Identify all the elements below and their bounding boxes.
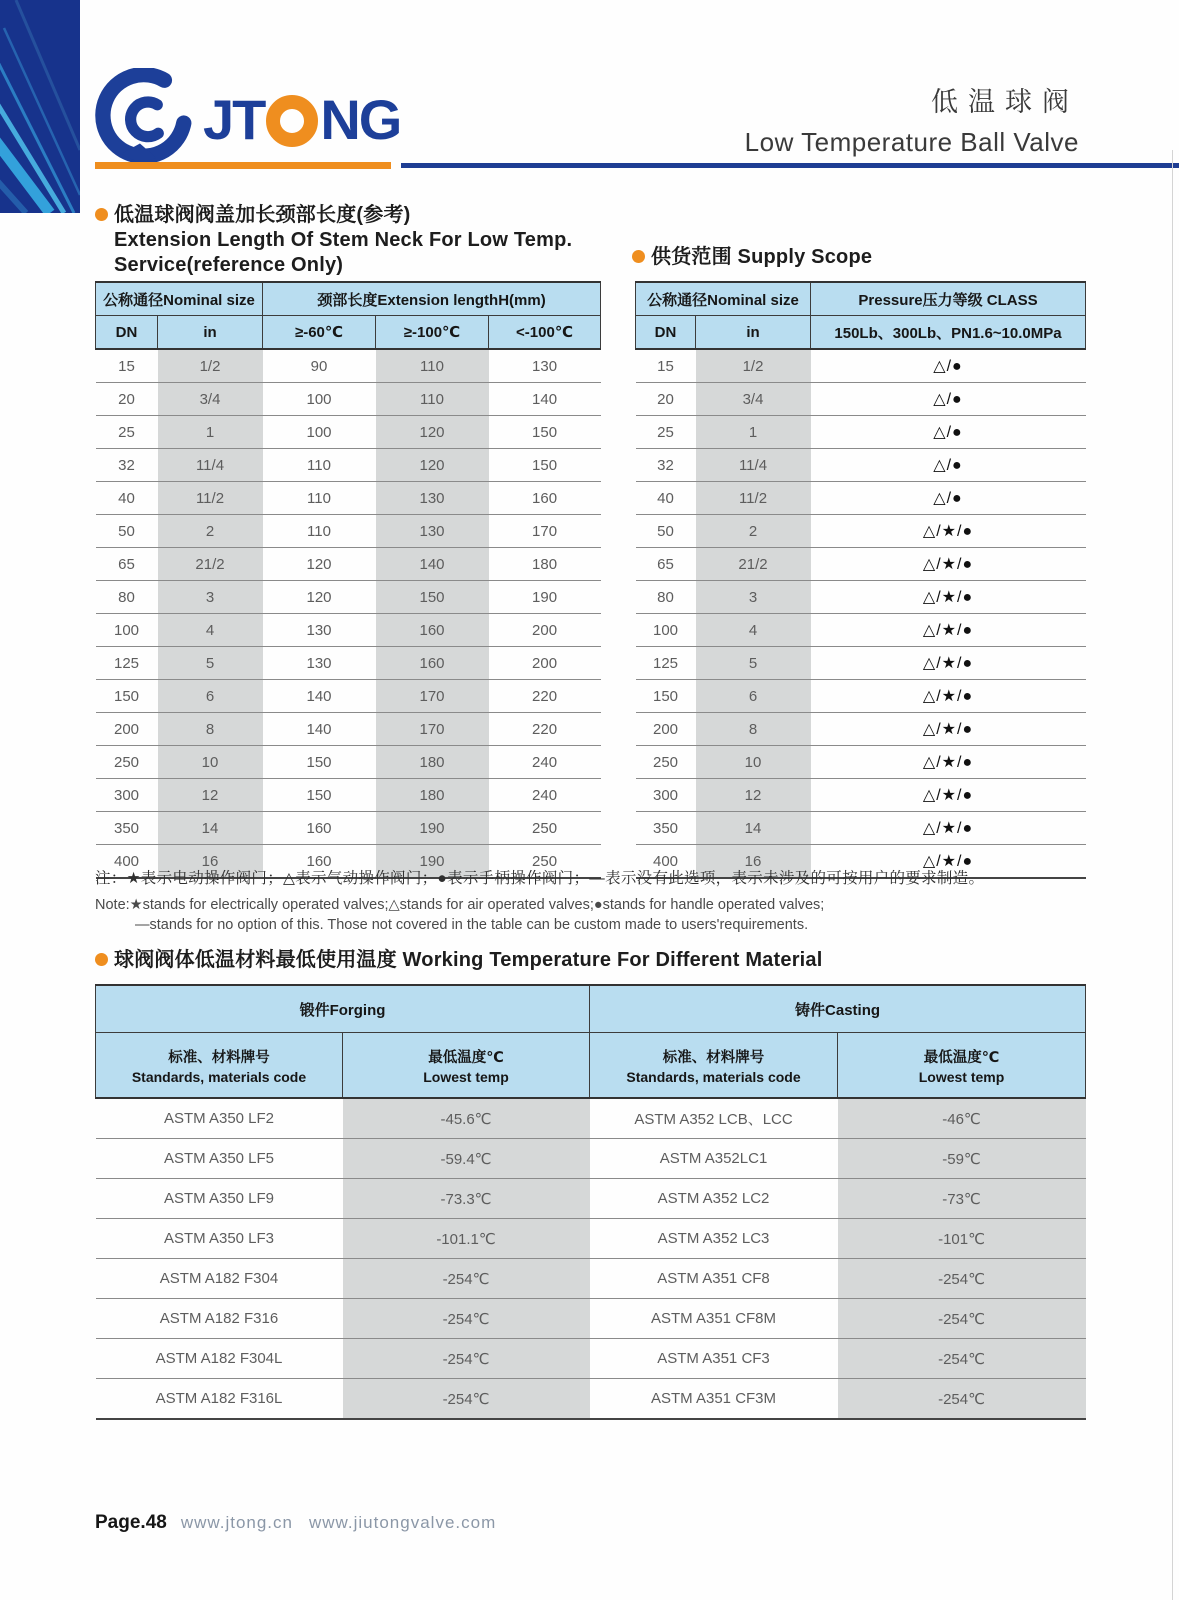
table-cell: 140 [376, 548, 489, 581]
table-cell: 10 [158, 746, 263, 779]
table-row [636, 614, 1086, 647]
table-cell: -254℃ [838, 1259, 1086, 1299]
table-cell: 170 [376, 680, 489, 713]
section-extension-length-title [95, 203, 655, 278]
table-cell: 130 [376, 482, 489, 515]
table-cell: 21/2 [158, 548, 263, 581]
table-cell: 400 [96, 845, 158, 879]
subheader-en: Lowest temp [423, 1068, 509, 1085]
table-cell: 120 [376, 416, 489, 449]
table-cell: 140 [263, 680, 376, 713]
table-cell: 120 [263, 548, 376, 581]
table-cell: △/● [811, 383, 1086, 416]
table-cell: 180 [376, 779, 489, 812]
table-cell: 21/2 [696, 548, 811, 581]
table-cell: 200 [96, 713, 158, 746]
table-cell: 160 [376, 614, 489, 647]
table-cell: △/● [811, 449, 1086, 482]
forging-group-header: 锻件Forging [96, 985, 590, 1033]
table-cell: ASTM A351 CF3 [590, 1339, 838, 1379]
table-cell: 15 [96, 349, 158, 383]
table-cell: ASTM A351 CF8 [590, 1259, 838, 1299]
table-cell: 110 [263, 449, 376, 482]
footer-url-jiutongvalve: www.jiutongvalve.com [309, 1513, 497, 1532]
section-supply-scope-title [632, 245, 872, 270]
subheader-zh: 标准、材料牌号 [662, 1049, 765, 1066]
table-cell: 3 [158, 581, 263, 614]
table-cell: 40 [96, 482, 158, 515]
table-row [96, 713, 601, 746]
table-row [636, 349, 1086, 383]
table-cell: 2 [696, 515, 811, 548]
table-subheader-row [96, 1033, 1086, 1099]
table-cell: 240 [489, 779, 601, 812]
casting-lowest-temp-header [838, 1033, 1086, 1099]
table-cell: 180 [376, 746, 489, 779]
table-cell: 200 [489, 614, 601, 647]
table-cell: 32 [96, 449, 158, 482]
table-cell: 110 [376, 383, 489, 416]
table-row [96, 349, 601, 383]
table-cell: 160 [489, 482, 601, 515]
table-cell: ASTM A182 F304L [96, 1339, 343, 1379]
table-row [96, 1259, 1086, 1299]
section2-title: 供货范围 Supply Scope [651, 246, 873, 268]
table-cell: △/★/● [811, 548, 1086, 581]
table-cell: 250 [636, 746, 696, 779]
table-cell: ASTM A350 LF5 [96, 1139, 343, 1179]
table-cell: 125 [636, 647, 696, 680]
table-cell: 220 [489, 713, 601, 746]
table-cell: 160 [376, 647, 489, 680]
note-english-line1: Note:★stands for electrically operated valves;△stands for air operated valves;●stands for handle operated valves; [95, 897, 825, 913]
table-row [96, 1139, 1086, 1179]
table-cell: 200 [636, 713, 696, 746]
table-row [96, 1379, 1086, 1420]
table-cell: -59℃ [838, 1139, 1086, 1179]
col-header-ge-100: ≥-100℃ [376, 316, 489, 350]
subheader-zh: 标准、材料牌号 [168, 1049, 270, 1066]
table-cell: 11/2 [158, 482, 263, 515]
table-cell: 100 [96, 614, 158, 647]
table-cell: △/★/● [811, 515, 1086, 548]
table-cell: 12 [158, 779, 263, 812]
table-cell: 110 [263, 515, 376, 548]
table-cell: 3/4 [158, 383, 263, 416]
table-cell: △/★/● [811, 812, 1086, 845]
table-cell: 8 [696, 713, 811, 746]
table-cell: 300 [636, 779, 696, 812]
page-title-chinese: 低温球阀 [931, 87, 1079, 117]
page-number: Page.48 [95, 1512, 167, 1533]
table-cell: 3 [696, 581, 811, 614]
table-cell: -254℃ [343, 1299, 590, 1339]
table-cell: 6 [158, 680, 263, 713]
table-cell: 25 [636, 416, 696, 449]
table-cell: 400 [636, 845, 696, 879]
note-chinese: 注：★表示电动操作阀门；△表示气动操作阀门；●表示手柄操作阀门；—表示没有此选项，表示未涉及的可按用户的要求制造。 [95, 870, 985, 887]
table-cell: 120 [376, 449, 489, 482]
table-cell: 150 [263, 746, 376, 779]
table-cell: 250 [96, 746, 158, 779]
table-cell: 240 [489, 746, 601, 779]
table-row [636, 383, 1086, 416]
table-row [636, 515, 1086, 548]
table-cell: 140 [489, 383, 601, 416]
jtong-swirl-icon [93, 68, 195, 170]
table-cell: -254℃ [343, 1339, 590, 1379]
casting-standards-header [590, 1033, 838, 1099]
col-header-dn: DN [636, 316, 696, 350]
bullet-icon [632, 250, 645, 263]
table-cell: 1 [158, 416, 263, 449]
table-cell: -254℃ [343, 1379, 590, 1420]
bullet-icon [95, 208, 108, 221]
table-cell: 4 [696, 614, 811, 647]
table-cell: ASTM A350 LF9 [96, 1179, 343, 1219]
extension-length-group-header: 颈部长度Extension lengthH(mm) [263, 282, 601, 316]
col-header-in: in [158, 316, 263, 350]
table-cell: 150 [376, 581, 489, 614]
logo-orange-o [266, 95, 318, 147]
table-cell: △/● [811, 349, 1086, 383]
table-row [96, 1098, 1086, 1139]
table-column-header-row [96, 316, 601, 350]
table-cell: 130 [489, 349, 601, 383]
table-cell: 14 [158, 812, 263, 845]
table-cell: △/★/● [811, 713, 1086, 746]
table-cell: 20 [636, 383, 696, 416]
table-cell: 32 [636, 449, 696, 482]
table-cell: 65 [96, 548, 158, 581]
table-cell: 80 [96, 581, 158, 614]
table-cell: 125 [96, 647, 158, 680]
table-cell: ASTM A182 F304 [96, 1259, 343, 1299]
table-cell: -254℃ [838, 1379, 1086, 1420]
table-cell: △/★/● [811, 746, 1086, 779]
table-cell: 100 [263, 416, 376, 449]
table-cell: 6 [696, 680, 811, 713]
table-cell: -101℃ [838, 1219, 1086, 1259]
table-cell: 15 [636, 349, 696, 383]
table-cell: 50 [636, 515, 696, 548]
table-cell: 10 [696, 746, 811, 779]
table-cell: 2 [158, 515, 263, 548]
section3-title: 球阀阀体低温材料最低使用温度 Working Temperature For Different Material [114, 949, 823, 971]
table-cell: ASTM A351 CF3M [590, 1379, 838, 1420]
subheader-en: Standards, materials code [626, 1068, 801, 1085]
table-row [96, 449, 601, 482]
table-row [96, 581, 601, 614]
col-header-lt-100: <-100℃ [489, 316, 601, 350]
table-cell: 12 [696, 779, 811, 812]
table-row [636, 779, 1086, 812]
table-row [96, 482, 601, 515]
table-cell: 11/2 [696, 482, 811, 515]
col-header-in: in [696, 316, 811, 350]
subheader-en: Lowest temp [918, 1068, 1005, 1085]
table-row [96, 1179, 1086, 1219]
table-cell: ASTM A352 LC3 [590, 1219, 838, 1259]
table-cell: 170 [489, 515, 601, 548]
subheader-zh: 最低温度℃ [428, 1049, 504, 1066]
table-cell: △/● [811, 482, 1086, 515]
table-row [96, 680, 601, 713]
table-cell: -45.6℃ [343, 1098, 590, 1139]
table-group-header-row [96, 985, 1086, 1033]
table-cell: 250 [489, 845, 601, 879]
material-temperature-table [95, 984, 1086, 1420]
table-cell: 160 [263, 845, 376, 879]
table-cell: 1/2 [696, 349, 811, 383]
table-cell: 11/4 [158, 449, 263, 482]
table-cell: 5 [696, 647, 811, 680]
extension-length-table [95, 281, 601, 879]
forging-lowest-temp-header [343, 1033, 590, 1099]
page-edge-line [1172, 150, 1173, 1600]
table-cell: -101.1℃ [343, 1219, 590, 1259]
logo-text-jt: JT [203, 87, 265, 151]
table-cell: -254℃ [838, 1299, 1086, 1339]
table-row [96, 515, 601, 548]
table-cell: 200 [489, 647, 601, 680]
table-cell: 220 [489, 680, 601, 713]
table-row [636, 548, 1086, 581]
table-row [636, 680, 1086, 713]
casting-group-header: 铸件Casting [590, 985, 1086, 1033]
table-cell: ASTM A352 LC2 [590, 1179, 838, 1219]
table-row [636, 713, 1086, 746]
table-cell: 150 [489, 416, 601, 449]
page-title [745, 80, 1079, 158]
table-cell: ASTM A182 F316L [96, 1379, 343, 1420]
table-cell: 110 [376, 349, 489, 383]
note-english-line2: —stands for no option of this. Those not covered in the table can be custom made to users'requirements. [135, 917, 809, 933]
table-row [96, 416, 601, 449]
table-cell: -59.4℃ [343, 1139, 590, 1179]
footer-url-jtong: www.jtong.cn [180, 1513, 293, 1532]
jtong-logo [93, 68, 400, 170]
table-row [96, 746, 601, 779]
header-orange-rule [95, 162, 391, 169]
table-group-header-row [636, 282, 1086, 316]
table-cell: 180 [489, 548, 601, 581]
table-cell: 25 [96, 416, 158, 449]
table-cell: △/● [811, 416, 1086, 449]
table-cell: -254℃ [343, 1259, 590, 1299]
logo-wordmark [203, 87, 400, 152]
subheader-zh: 最低温度℃ [923, 1049, 1000, 1066]
table-cell: ASTM A182 F316 [96, 1299, 343, 1339]
table-row [96, 383, 601, 416]
nominal-size-group-header: 公称通径Nominal size [96, 282, 263, 316]
table-cell: 5 [158, 647, 263, 680]
table-cell: △/★/● [811, 647, 1086, 680]
supply-scope-table [635, 281, 1086, 879]
table-cell: ASTM A350 LF2 [96, 1098, 343, 1139]
section1-title-en2: Service(reference Only) [114, 254, 344, 276]
table-cell: ASTM A352LC1 [590, 1139, 838, 1179]
table-cell: 90 [263, 349, 376, 383]
table-cell: -73.3℃ [343, 1179, 590, 1219]
table-row [636, 812, 1086, 845]
table-cell: 16 [158, 845, 263, 879]
table-cell: 1/2 [158, 349, 263, 383]
table-cell: ASTM A352 LCB、LCC [590, 1098, 838, 1139]
table-cell: ASTM A350 LF3 [96, 1219, 343, 1259]
table-cell: 190 [376, 845, 489, 879]
bullet-icon [95, 953, 108, 966]
table-cell: 190 [376, 812, 489, 845]
subheader-en: Standards, materials code [131, 1068, 307, 1085]
table-cell: 14 [696, 812, 811, 845]
table-cell: 150 [263, 779, 376, 812]
nominal-size-group-header: 公称通径Nominal size [636, 282, 811, 316]
table-cell: 16 [696, 845, 811, 879]
table-cell: 170 [376, 713, 489, 746]
corner-decoration [0, 0, 80, 213]
table-row [96, 614, 601, 647]
legend-notes [95, 866, 1095, 935]
table-cell: 150 [96, 680, 158, 713]
table-group-header-row [96, 282, 601, 316]
table-cell: 100 [263, 383, 376, 416]
table-row [96, 812, 601, 845]
table-cell: 160 [263, 812, 376, 845]
table-cell: 350 [636, 812, 696, 845]
table-cell: 150 [489, 449, 601, 482]
page-footer [95, 1512, 512, 1534]
table-cell: 8 [158, 713, 263, 746]
table-cell: 4 [158, 614, 263, 647]
table-row [96, 1219, 1086, 1259]
table-cell: 130 [263, 647, 376, 680]
table-row [96, 1299, 1086, 1339]
table-cell: 130 [376, 515, 489, 548]
section1-title-zh: 低温球阀阀盖加长颈部长度(参考) [114, 204, 411, 226]
table-cell: △/★/● [811, 845, 1086, 879]
section-working-temperature-title [95, 948, 823, 973]
pressure-class-group-header: Pressure压力等级 CLASS [811, 282, 1086, 316]
col-header-ge-60: ≥-60℃ [263, 316, 376, 350]
table-row [96, 1339, 1086, 1379]
logo-text-ng: NG [320, 87, 401, 151]
table-cell: 110 [263, 482, 376, 515]
table-cell: 65 [636, 548, 696, 581]
table-cell: △/★/● [811, 779, 1086, 812]
table-cell: △/★/● [811, 680, 1086, 713]
table-cell: 140 [263, 713, 376, 746]
section1-title-en1: Extension Length Of Stem Neck For Low Temp. [114, 229, 573, 251]
col-header-pressure-classes: 150Lb、300Lb、PN1.6~10.0MPa [811, 316, 1086, 350]
table-cell: 11/4 [696, 449, 811, 482]
table-cell: 3/4 [696, 383, 811, 416]
table-row [636, 647, 1086, 680]
table-cell: △/★/● [811, 581, 1086, 614]
table-cell: 50 [96, 515, 158, 548]
header-navy-rule [401, 163, 1179, 168]
page-title-english: Low Temperature Ball Valve [744, 127, 1079, 157]
table-cell: 20 [96, 383, 158, 416]
table-cell: 1 [696, 416, 811, 449]
table-row [636, 581, 1086, 614]
table-row [96, 647, 601, 680]
table-cell: 350 [96, 812, 158, 845]
table-cell: 250 [489, 812, 601, 845]
table-cell: 40 [636, 482, 696, 515]
table-column-header-row [636, 316, 1086, 350]
table-cell: 150 [636, 680, 696, 713]
table-cell: -254℃ [838, 1339, 1086, 1379]
corner-stripes-graphic [0, 0, 80, 213]
forging-standards-header [96, 1033, 343, 1099]
table-cell: -46℃ [838, 1098, 1086, 1139]
table-cell: -73℃ [838, 1179, 1086, 1219]
table-cell: ASTM A351 CF8M [590, 1299, 838, 1339]
table-row [96, 779, 601, 812]
table-row [636, 416, 1086, 449]
col-header-dn: DN [96, 316, 158, 350]
table-cell: 80 [636, 581, 696, 614]
table-cell: 130 [263, 614, 376, 647]
table-row [636, 746, 1086, 779]
table-cell: 120 [263, 581, 376, 614]
table-row [636, 482, 1086, 515]
table-row [96, 548, 601, 581]
table-row [636, 449, 1086, 482]
table-cell: 190 [489, 581, 601, 614]
table-cell: 100 [636, 614, 696, 647]
table-cell: △/★/● [811, 614, 1086, 647]
table-cell: 300 [96, 779, 158, 812]
